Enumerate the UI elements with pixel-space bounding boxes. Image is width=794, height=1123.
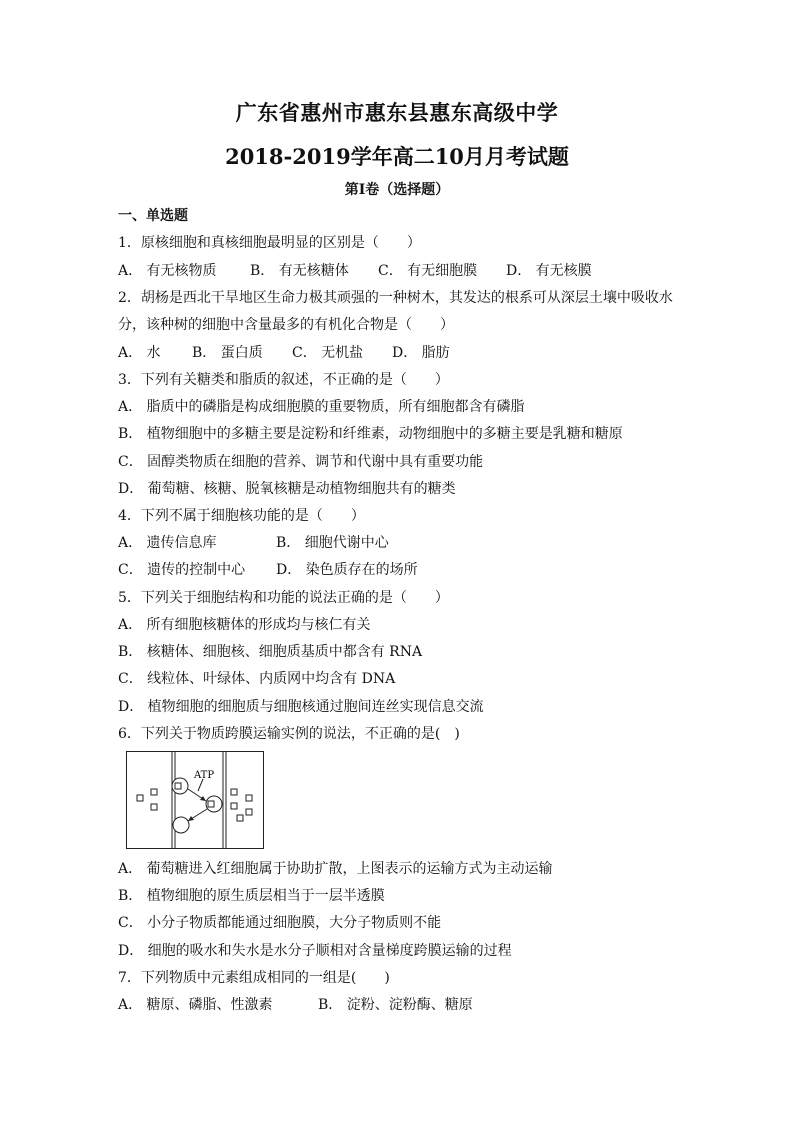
q7-option-a: A． 糖原、磷脂、性激素 [118, 997, 273, 1013]
q3-stem: 3．下列有关糖类和脂质的叙述，不正确的是（ ） [118, 372, 449, 388]
q2-option-a: A． 水 [118, 345, 161, 361]
q2-options [118, 344, 450, 362]
q1-option-c: C． 有无细胞膜 [378, 263, 478, 279]
q1-options [118, 262, 592, 280]
q3-option-b: B． 植物细胞中的多糖主要是淀粉和纤维素，动物细胞中的多糖主要是乳糖和糖原 [118, 426, 623, 442]
q7-option-b: B． 淀粉、淀粉酶、糖原 [318, 997, 473, 1013]
q4-option-a: A． 遗传信息库 [118, 535, 217, 551]
q6-option-a: A． 葡萄糖进入红细胞属于协助扩散，上图表示的运输方式为主动运输 [118, 861, 553, 877]
q2-option-d: D． 脂肪 [392, 345, 450, 361]
membrane-transport-diagram [126, 751, 264, 849]
molecules-right [231, 789, 252, 821]
q5-option-d: D． 植物细胞的细胞质与细胞核通过胞间连丝实现信息交流 [118, 699, 484, 715]
q2-option-c: C． 无机盐 [292, 345, 364, 361]
q4-stem: 4．下列不属于细胞核功能的是（ ） [118, 508, 365, 524]
q4-option-d: D． 染色质存在的场所 [276, 562, 418, 578]
diagram-frame [127, 752, 264, 849]
q4-option-c: C． 遗传的控制中心 [118, 562, 246, 578]
q1-option-b: B． 有无核糖体 [250, 263, 349, 279]
q7-stem: 7．下列物质中元素组成相同的一组是( ) [118, 970, 390, 986]
q1-stem: 1．原核细胞和真核细胞最明显的区别是（ ） [118, 235, 421, 251]
q4-option-b: B． 细胞代谢中心 [276, 535, 389, 551]
q3-option-c: C． 固醇类物质在细胞的营养、调节和代谢中具有重要功能 [118, 454, 484, 470]
volume-heading: 第I卷（选择题） [344, 182, 450, 198]
q4-options-row2 [118, 561, 418, 579]
q5-option-b: B． 核糖体、细胞核、细胞质基质中都含有 RNA [118, 644, 423, 660]
bound-molecule-1 [175, 783, 181, 789]
q5-option-a: A． 所有细胞核糖体的形成均与核仁有关 [118, 617, 371, 633]
exam-title-term: 2018-2019学年高二10月月考试题 [225, 144, 569, 169]
q4-options-row1 [118, 534, 389, 552]
q7-options [118, 996, 473, 1014]
q2-stem-line2: 分，该种树的细胞中含量最多的有机化合物是（ ） [118, 317, 454, 333]
q6-option-d: D． 细胞的吸水和失水是水分子顺相对含量梯度跨膜运输的过程 [118, 943, 512, 959]
q5-stem: 5．下列关于细胞结构和功能的说法正确的是（ ） [118, 590, 449, 606]
q3-option-d: D． 葡萄糖、核糖、脱氧核糖是动植物细胞共有的糖类 [118, 481, 456, 497]
q1-option-a: A． 有无核物质 [118, 263, 217, 279]
section-heading: 一、单选题 [118, 208, 188, 224]
arrow-bind-head [200, 796, 206, 801]
q2-stem-line1: 2．胡杨是西北干旱地区生命力极其顽强的一种树木，其发达的根系可从深层土壤中吸收水 [118, 290, 673, 306]
q1-option-d: D． 有无核膜 [506, 263, 592, 279]
q5-option-c: C． 线粒体、叶绿体、内质网中均含有 DNA [118, 671, 396, 687]
molecules-left [137, 789, 157, 810]
exam-title-school: 广东省惠州市惠东县惠东高级中学 [235, 100, 559, 125]
q6-option-b: B． 植物细胞的原生质层相当于一层半透膜 [118, 888, 385, 904]
bound-molecule-2 [208, 801, 214, 807]
q2-option-b: B． 蛋白质 [192, 345, 263, 361]
atp-label: ATP [194, 770, 215, 781]
q6-option-c: C． 小分子物质都能通过细胞膜，大分子物质则不能 [118, 915, 442, 931]
q3-option-a: A． 脂质中的磷脂是构成细胞膜的重要物质，所有细胞都含有磷脂 [118, 399, 525, 415]
q6-stem: 6．下列关于物质跨膜运输实例的说法，不正确的是( ) [118, 726, 460, 742]
arrow-release-head [188, 816, 194, 821]
